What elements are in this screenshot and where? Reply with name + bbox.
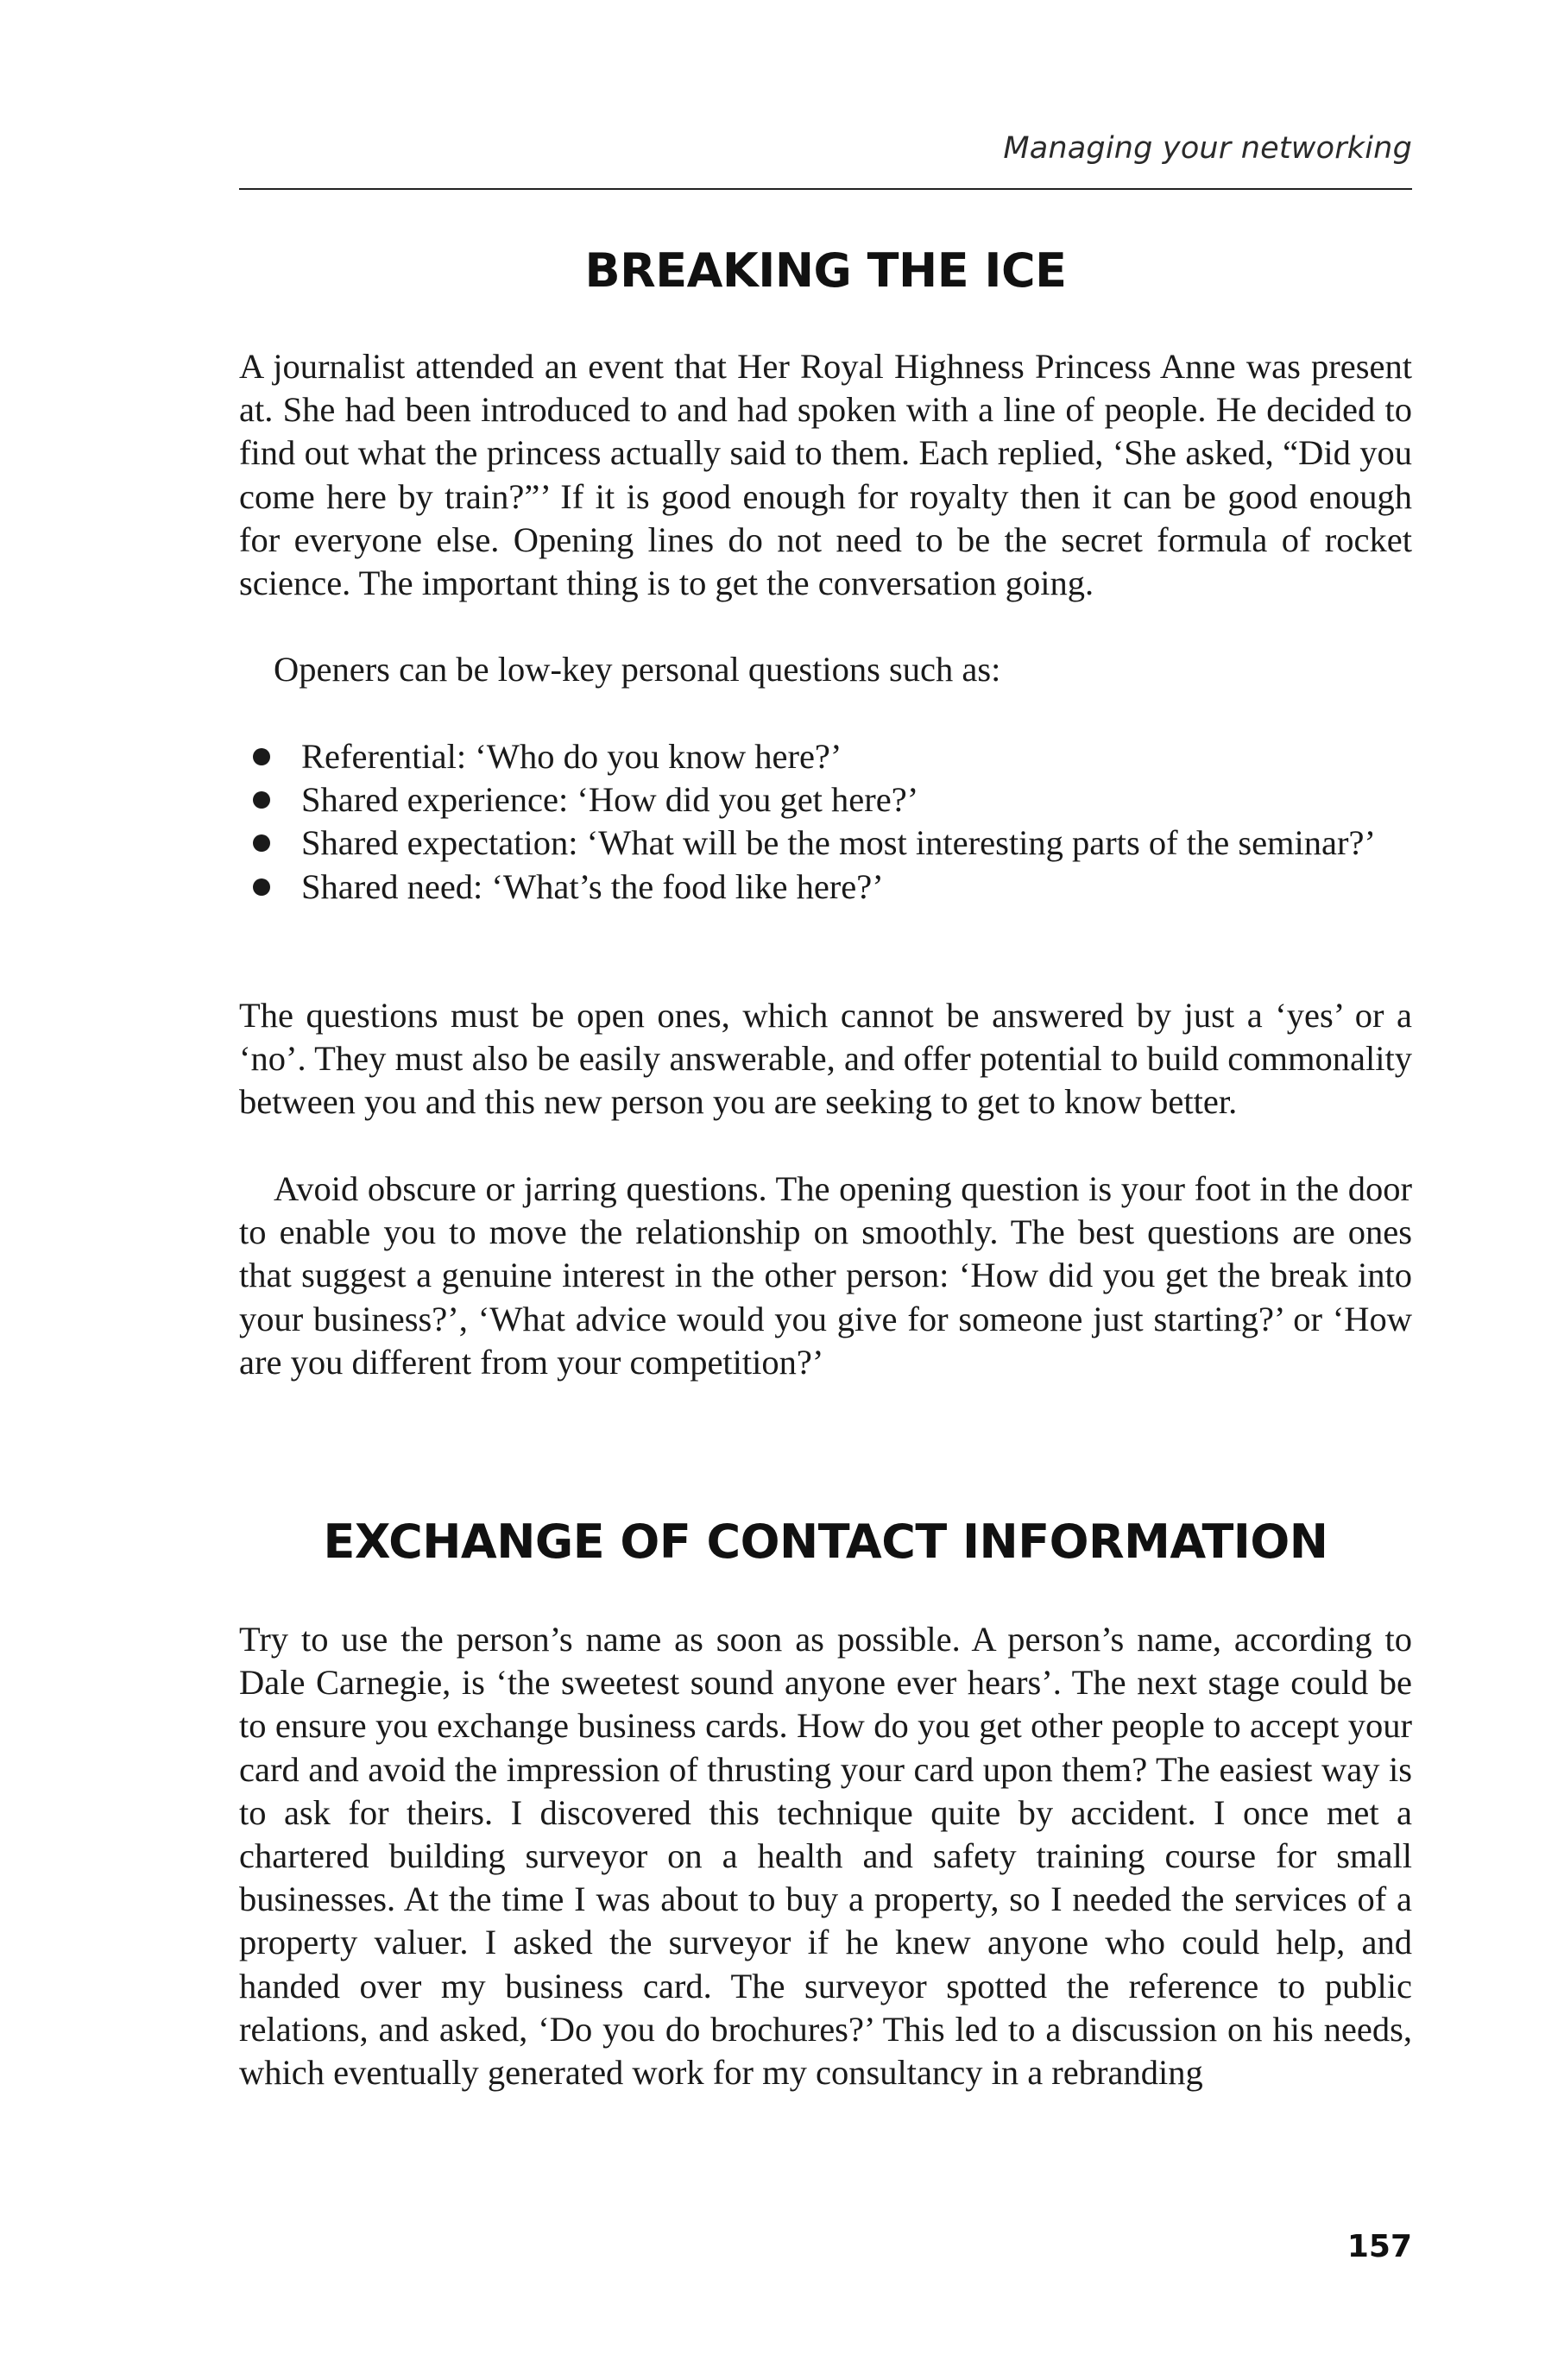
page-number: 157 [1346,2229,1412,2264]
bullet-icon [253,878,270,896]
bullet-icon [253,791,270,809]
bullet-text: Shared experience: ‘How did you get here?’ [301,780,919,820]
openers-bullet-list [239,735,1412,909]
paragraph-avoid-obscure-questions: Avoid obscure or jarring questions. The opening question is your foot in the door to enable you to move the relationship on smoothly. The best questions are ones that suggest a genuine interest in the other person: ‘How did you get the break into your business?’, ‘What advice would you give for someone just starting?’ or ‘How are you different from your competition?’ [239,1169,1412,1382]
bullet-item [239,778,1412,822]
section-title-breaking-the-ice: BREAKING THE ICE [584,243,1067,298]
bullet-text: Shared expectation: ‘What will be the most interesting parts of the seminar?’ [301,823,1376,863]
bullet-text: Referential: ‘Who do you know here?’ [301,737,842,776]
running-head: Managing your networking [1003,131,1412,166]
header-rule [239,188,1412,190]
bullet-icon [253,834,270,852]
bullet-item [239,866,1412,909]
bullet-item [239,735,1412,778]
book-page [239,0,1412,2380]
section-title-exchange-contact-information: EXCHANGE OF CONTACT INFORMATION [323,1514,1328,1569]
paragraph-open-questions: The questions must be open ones, which cannot be answered by just a ‘yes’ or a ‘no’. They must also be easily answerable, and offer potential to build commonality between you and this new person you are seeking to get to know better. [239,996,1412,1122]
bullet-text: Shared need: ‘What’s the food like here?’ [301,866,884,906]
paragraph-business-cards: Try to use the person’s name as soon as possible. A person’s name, according to Dale Carnegie, is ‘the sweetest sound anyone ever hears’. The next stage could be to ensure you exchange business cards. How do you get other people to accept your card and avoid the impression of thrusting your card upon them? The easiest way is to ask for theirs. I discovered this technique quite by accident. I once met a chartered building surveyor on a health and safety training course for small businesses. At the time I was about to buy a property, so I needed the services of a property valuer. I asked the surveyor if he knew anyone who could help, and handed over my business card. The surveyor spotted the reference to public relations, and asked, ‘Do you do brochures?’ This led to a discussion on his needs, which eventually generated work for my consultancy in a rebranding [239,1620,1412,2093]
paragraph-journalist-anecdote: A journalist attended an event that Her Royal Highness Princess Anne was present at. She had been introduced to and had spoken with a line of people. He decided to find out what the princess actually said to them. Each replied, ‘She asked, “Did you come here by train?”’ If it is good enough for royalty then it can be good enough for everyone else. Opening lines do not need to be the secret formula of rocket science. The important thing is to get the conversation going. [239,347,1412,603]
paragraph-openers-intro: Openers can be low-key personal questions such as: [274,650,1001,689]
bullet-item [239,822,1412,865]
bullet-icon [253,748,270,765]
